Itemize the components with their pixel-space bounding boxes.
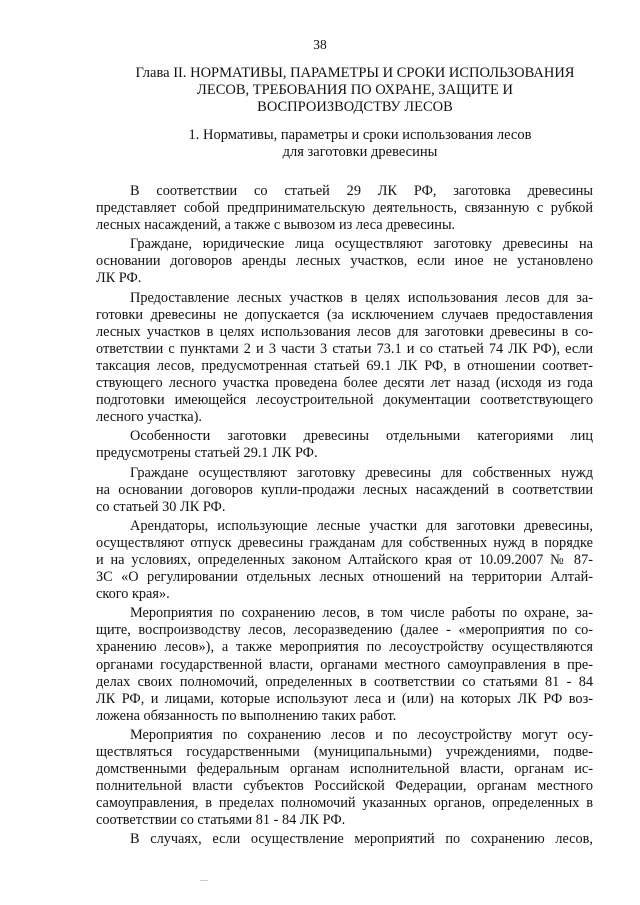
paragraph: [96, 605, 593, 725]
paragraph-line: Граждане осуществляют заготовку древесины для собственных нужд: [130, 464, 593, 481]
paragraph-line: Граждане, юридические лица осуществляют заготовку древесины на: [130, 236, 593, 253]
section-title-line: для заготовки древесины: [282, 144, 438, 160]
page-number: 38: [313, 37, 327, 52]
paragraph: [96, 727, 593, 830]
paragraph-line: Мероприятия по сохранению лесов, в том числе работы по охране, за-: [130, 605, 593, 622]
paragraph-line: основании договоров аренды лесных участков, если иное не установлено: [96, 253, 593, 270]
paragraph-line: лесных участков в целях использования лесов для заготовки древесины в со-: [96, 323, 593, 340]
paragraph-line: лесного участка).: [96, 409, 202, 426]
section-title-line: 1. Нормативы, параметры и сроки использования лесов: [188, 127, 532, 143]
paragraph-line: готовки древесины не допускается (за исключением случаев предоставления: [96, 306, 593, 323]
paragraph-line: В случаях, если осуществление мероприятий по сохранению лесов,: [130, 831, 593, 848]
paragraph-line: осуществляют отпуск древесины гражданам для собственных нужд в порядке: [96, 534, 593, 551]
paragraph: [96, 236, 593, 287]
paragraph-line: полнительной власти субъектов Российской Федерации, органам местного: [96, 778, 593, 795]
paragraph: [96, 428, 593, 462]
chapter-title-line: Глава II. НОРМАТИВЫ, ПАРАМЕТРЫ И СРОКИ ИСПОЛЬЗОВАНИЯ: [135, 65, 575, 81]
paragraph: [96, 831, 593, 848]
paragraph-line: ЛК РФ.: [96, 270, 142, 287]
paragraph-line: ЗС «О регулировании отдельных лесных отношений на территории Алтай-: [96, 569, 593, 586]
paragraph-line: Мероприятия по сохранению лесов и по лесоустройству могут осу-: [130, 726, 593, 743]
section-title: [140, 127, 580, 161]
paragraph-line: на основании договоров купли-продажи лесных насаждений в соответствии: [96, 481, 593, 498]
paragraph-line: ществляться государственными (муниципальными) учреждениями, подве-: [96, 744, 593, 760]
paragraph-line: ответствии с пунктами 2 и 3 части 3 статьи 73.1 и со статьей 74 ЛК РФ), если: [96, 340, 593, 357]
paragraph-line: домственными федеральным органам исполнительной власти, органам ис-: [96, 761, 593, 778]
paragraph: [96, 183, 593, 234]
body-text: [96, 183, 593, 851]
paragraph-line: самоуправления, в пределах полномочий указанных органов, определенных в: [96, 795, 593, 812]
chapter-title: [120, 65, 590, 116]
paragraph-line: делах своих полномочий, определенных в соответствии со статьями 81 - 84: [96, 673, 593, 690]
chapter-title-line: ВОСПРОИЗВОДСТВУ ЛЕСОВ: [257, 99, 453, 115]
paragraph-line: Арендаторы, использующие лесные участки для заготовки древесины,: [130, 517, 593, 534]
paragraph-line: органами государственной власти, органами местного самоуправления в пре-: [96, 656, 593, 673]
paragraph-line: лесных насаждений, а также с вывозом из леса древесины.: [96, 217, 456, 234]
paragraph-line: щите, воспроизводству лесов, лесоразведению (далее - «мероприятия по со-: [96, 622, 593, 639]
paragraph: [96, 290, 593, 427]
paragraph: [96, 465, 593, 516]
paragraph-line: хранению лесов»), а также мероприятия по лесоустройству осуществляются: [96, 639, 593, 656]
paragraph-line: ложена обязанность по выполнению таких работ.: [96, 707, 397, 724]
paragraph-line: представляет собой предпринимательскую деятельность, связанную с рубкой: [96, 200, 593, 217]
paragraph-line: Предоставление лесных участков в целях использования лесов для за-: [130, 289, 593, 306]
paragraph-line: предусмотрены статьей 29.1 ЛК РФ.: [96, 445, 318, 462]
paragraph-line: соответствии со статьями 81 - 84 ЛК РФ.: [96, 812, 346, 829]
chapter-title-line: ЛЕСОВ, ТРЕБОВАНИЯ ПО ОХРАНЕ, ЗАЩИТЕ И: [197, 82, 513, 98]
paragraph-line: и на условиях, определенных законом Алтайского края от 10.09.2007 № 87-: [96, 551, 593, 568]
paragraph: [96, 518, 593, 603]
scan-mark: [200, 880, 208, 881]
paragraph-line: ского края».: [96, 586, 170, 603]
paragraph-line: таксация лесов, предусмотренная статьей 69.1 ЛК РФ, в отношении соответ-: [96, 357, 593, 374]
paragraph-line: подготовки имеющейся лесоустроительной документации соответствующего: [96, 392, 593, 409]
paragraph-line: Особенности заготовки древесины отдельными категориями лиц: [130, 428, 593, 445]
paragraph-line: В соответствии со статьей 29 ЛК РФ, заготовка древесины: [130, 183, 593, 199]
paragraph-line: со статьей 30 ЛК РФ.: [96, 498, 226, 515]
paragraph-line: ЛК РФ, и лицами, которые используют леса и (или) на которых ЛК РФ воз-: [96, 690, 593, 707]
paragraph-line: ствующего лесного участка проведена более десяти лет назад (исходя из года: [96, 375, 593, 392]
